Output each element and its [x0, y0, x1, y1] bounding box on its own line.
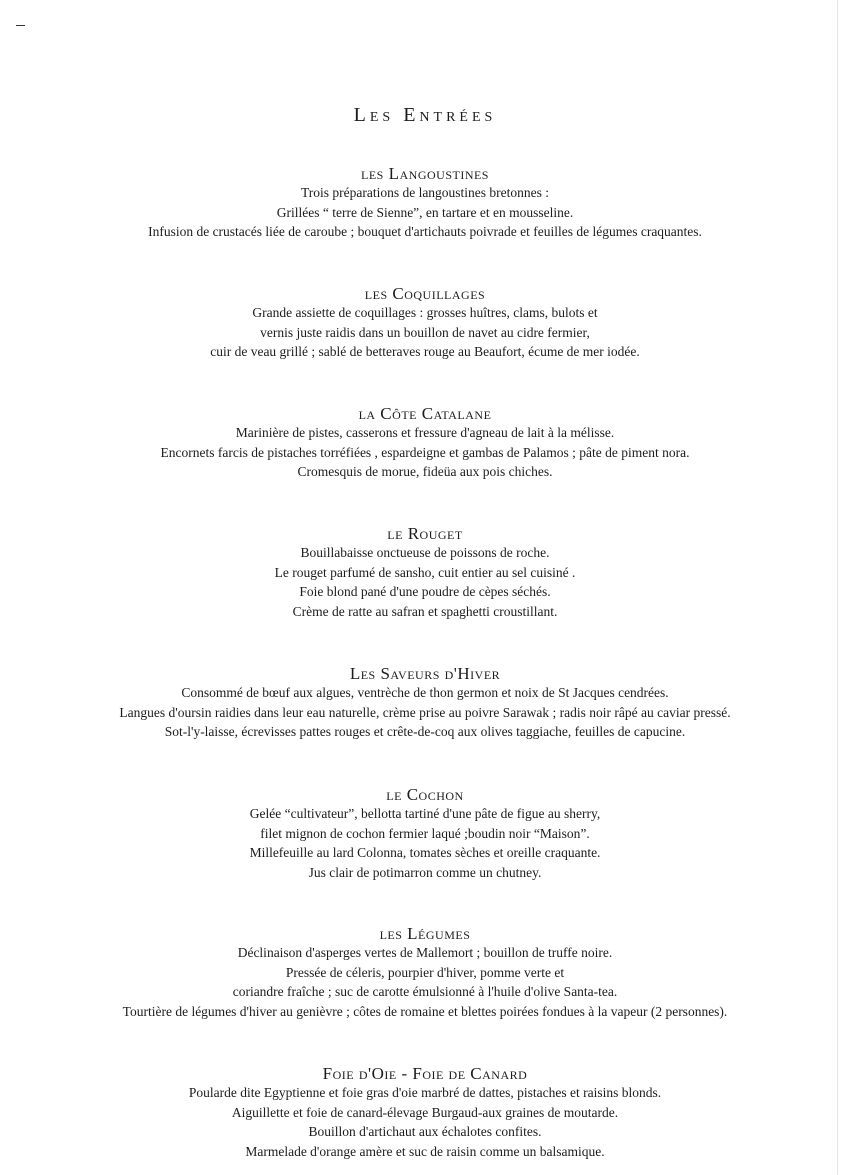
dish-line: Le rouget parfumé de sansho, cuit entier au sel cuisiné .: [274, 564, 576, 580]
menu-section-cote-catalane: [0, 404, 850, 482]
section-title: les Langoustines: [361, 164, 489, 183]
dish-line: Encornets farcis de pistaches torréfiées , espardeigne et gambas de Palamos ; pâte de piment nora.: [160, 444, 690, 460]
dish-line: Aiguillette et foie de canard-élevage Burgaud-aux graines de moutarde.: [231, 1104, 619, 1120]
section-title: Les Saveurs d'Hiver: [349, 664, 501, 683]
section-title: le Cochon: [386, 785, 464, 804]
page-title: Les Entrées: [353, 104, 497, 126]
section-title: Foie d'Oie - Foie de Canard: [322, 1064, 528, 1083]
dish-line: Foie blond pané d'une poudre de cèpes séchés.: [299, 584, 551, 600]
dish-line: Poularde dite Egyptienne et foie gras d'oie marbré de dattes, pistaches et raisins blonds.: [188, 1085, 662, 1100]
dish-line: Pressée de céleris, pourpier d'hiver, pomme verte et: [285, 964, 565, 980]
section-title: les Légumes: [379, 924, 471, 943]
menu-section-langoustines: [0, 164, 850, 242]
menu-section-foie: [0, 1064, 850, 1161]
dish-line: Infusion de crustacés liée de caroube ; bouquet d'artichauts poivrade et feuilles de légumes craquantes.: [148, 224, 702, 240]
section-title: les Coquillages: [364, 284, 486, 303]
corner-mark: [16, 25, 25, 26]
dish-line: Trois préparations de langoustines bretonnes :: [300, 185, 550, 200]
menu-section-legumes: [0, 924, 850, 1021]
section-title: le Rouget: [387, 524, 463, 543]
section-title: la Côte Catalane: [358, 404, 492, 423]
dish-line: Langues d'oursin raidies dans leur eau naturelle, crème prise au poivre Sarawak ; radis noir râpé au caviar pressé.: [119, 704, 731, 720]
dish-line: Bouillabaisse onctueuse de poissons de roche.: [300, 545, 550, 560]
dish-line: coriandre fraîche ; suc de carotte émulsionné à l'huile d'olive Santa-tea.: [232, 984, 618, 1000]
dish-line: cuir de veau grillé ; sablé de betteraves rouge au Beaufort, écume de mer iodée.: [210, 344, 640, 360]
dish-line: Cromesquis de morue, fideüa aux pois chiches.: [297, 464, 553, 480]
dish-line: Crème de ratte au safran et spaghetti croustillant.: [292, 603, 558, 619]
dish-line: vernis juste raidis dans un bouillon de navet au cidre fermier,: [260, 324, 590, 340]
dish-line: Grillées “ terre de Sienne”, en tartare et en mousseline.: [276, 204, 574, 220]
menu-section-cochon: [0, 785, 850, 882]
dish-line: Grande assiette de coquillages : grosses huîtres, clams, bulots et: [252, 305, 598, 320]
dish-line: Marinière de pistes, casserons et fressure d'agneau de lait à la mélisse.: [235, 425, 615, 440]
menu-section-rouget: [0, 524, 850, 621]
dish-line: Sot-l'y-laisse, écrevisses pattes rouges et crête-de-coq aux olives taggiache, feuilles de capucine.: [164, 724, 686, 740]
dish-line: Millefeuille au lard Colonna, tomates sèches et oreille craquante.: [249, 845, 601, 861]
menu-section-coquillages: [0, 284, 850, 362]
dish-line: Gelée “cultivateur”, bellotta tartiné d'une pâte de figue au sherry,: [249, 806, 601, 821]
dish-line: Marmelade d'orange amère et suc de raisin comme un balsamique.: [245, 1143, 605, 1159]
dish-line: filet mignon de cochon fermier laqué ;boudin noir “Maison”.: [260, 825, 590, 841]
dish-line: Bouillon d'artichaut aux échalotes confites.: [308, 1124, 542, 1140]
dish-line: Consommé de bœuf aux algues, ventrèche de thon germon et noix de St Jacques cendrées.: [181, 685, 669, 700]
menu-section-saveurs-hiver: [0, 664, 850, 742]
dish-line: Déclinaison d'asperges vertes de Mallemort ; bouillon de truffe noire.: [237, 945, 613, 960]
dish-line: Jus clair de potimarron comme un chutney.: [308, 864, 542, 880]
dish-line: Tourtière de légumes d'hiver au genièvre ; côtes de romaine et blettes poirées fondues à la vapeur (2 personnes).: [122, 1003, 728, 1019]
